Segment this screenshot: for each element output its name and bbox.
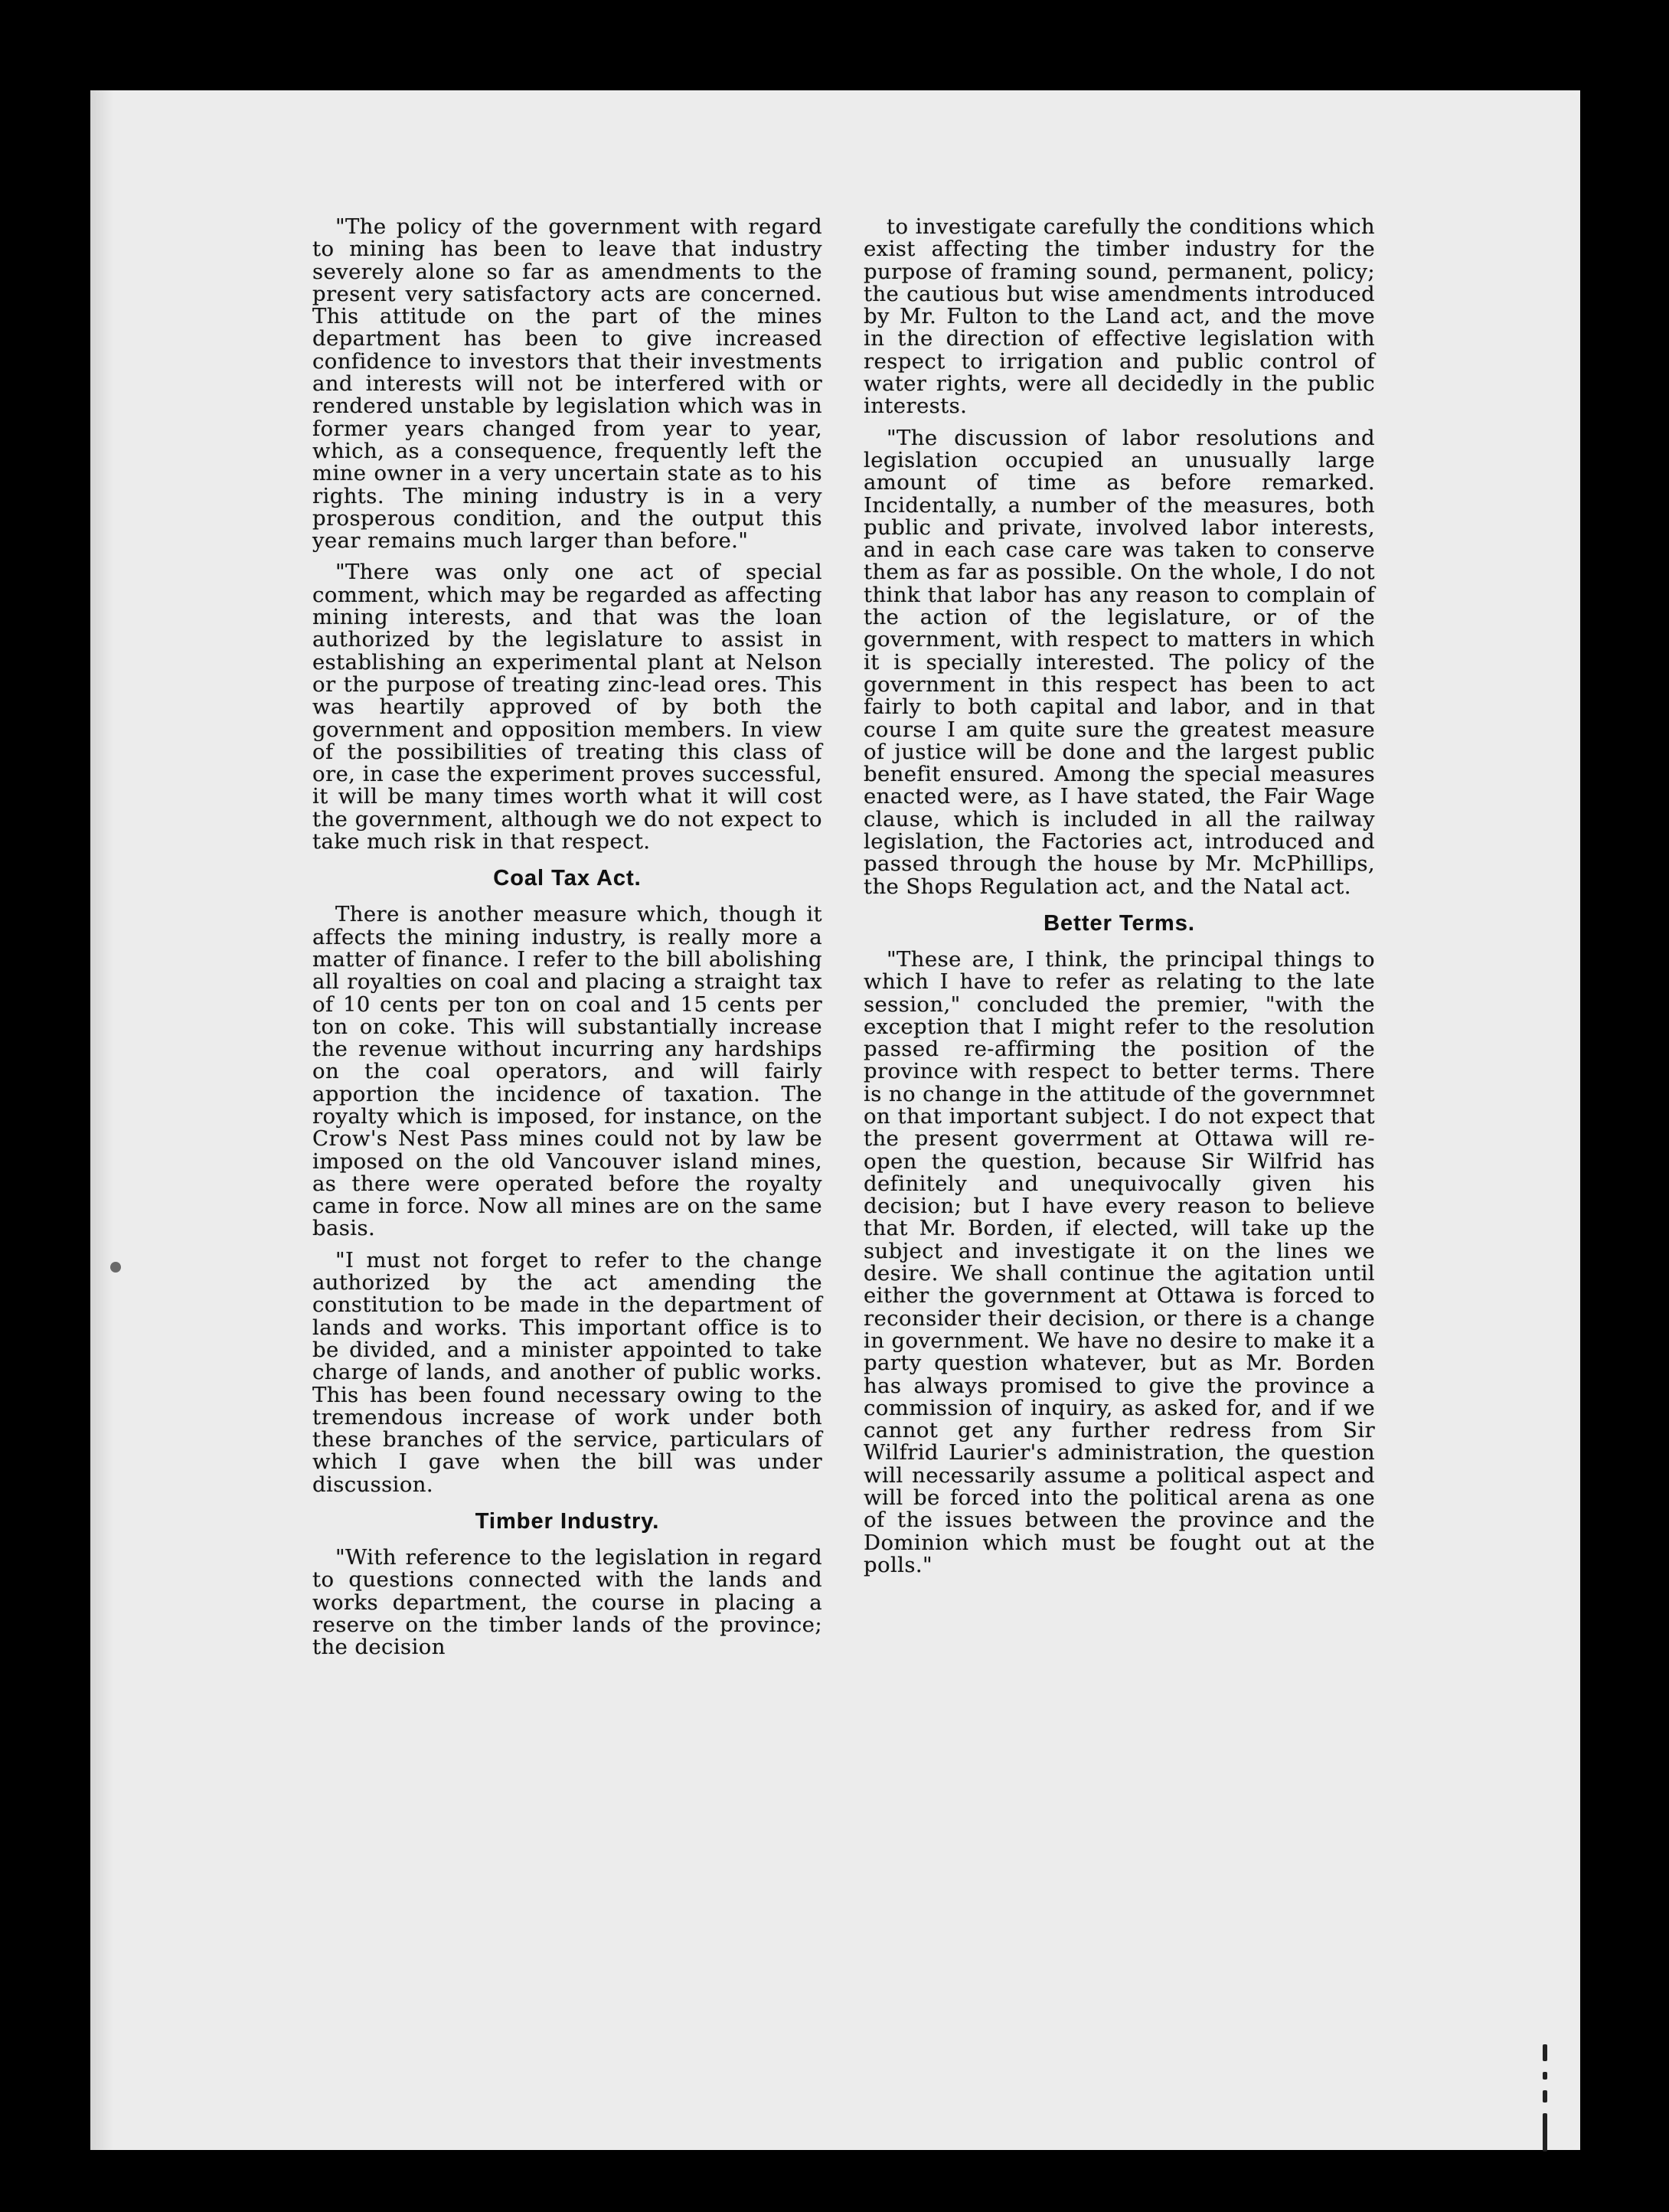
scan-smudge bbox=[110, 1262, 121, 1273]
scan-edge-marks bbox=[1539, 2044, 1551, 2152]
edge-mark bbox=[1543, 2072, 1547, 2080]
paragraph-timber: "With reference to the legislation in regard to questions connected with the lands and works department, the course in placing a reserve on the timber lands of the province; the decision bbox=[312, 1545, 822, 1660]
edge-mark bbox=[1543, 2090, 1547, 2103]
heading-coal-tax-act: Coal Tax Act. bbox=[493, 866, 642, 891]
paragraph-timber-continued: to investigate carefully the conditions which exist affecting the timber industry for the purpose of framing sound, permanent, policy; the cautious but wise amendments introduced by Mr. Fulton to the Land act, and the move in the direction of effective legislation with respect to irrigation and public control of water rights, were all decidedly in the public interests. bbox=[864, 214, 1375, 419]
paragraph-coal-tax: There is another measure which, though it affects the mining industry, is really more a matter of finance. I refer to the bill abolishing all royalties on coal and placing a straight tax of 10 cents per ton on coal and 15 cents per ton on coke. This will substantially increase the revenue without incurring any hardships on the coal operators, and will fairly apportion the incidence of taxation. The royalty which is imposed, for instance, on the Crow's Nest Pass mines could not by law be imposed on the old Vancouver island mines, as there were operated before the royalty came in force. Now all mines are on the same basis. bbox=[312, 902, 822, 1241]
paragraph-labor: "The discussion of labor resolutions and legislation occupied an unusually large amount of time as before remarked. Incidentally, a number of the measures, both public and private, involved labor interests, and in each case care was taken to conserve them as far as possible. On the whole, I do not think that labor has any reason to complain of the action of the legislature, or of the government, with respect to matters in which it is specially interested. The policy of the government in this respect has been to act fairly to both capital and labor, and in that course I am quite sure the greatest measure of justice will be done and the largest public benefit ensured. Among the special measures enacted were, as I have stated, the Fair Wage clause, which is included in all the railway legislation, the Factories act, introduced and passed through the house by Mr. McPhillips, the Shops Regulation act, and the Natal act. bbox=[864, 425, 1375, 899]
edge-mark bbox=[1543, 2044, 1547, 2061]
paragraph-lands-works: "I must not forget to refer to the change authorized by the act amending the constitution to be made in the department of lands and works. This important office is to be divided, and a minister appointed to take charge of lands, and another of public works. This has been found necessary owing to the tremendous increase of work under both these branches of the service, particulars of which I gave when the bill was under discussion. bbox=[312, 1247, 822, 1497]
scan-shadow bbox=[90, 90, 113, 2150]
paragraph-mining-policy: "The policy of the government with regard to mining has been to leave that industry severely alone so far as amendments to the present very satisfactory acts are concerned. This attitude on the part of the mines department has been to give increased confidence to investors that their investments and interests will not be interfered with or rendered unstable by legislation which was in former years changed from year to year, which, as a consequence, frequently left the mine owner in a very uncertain state as to his rights. The mining industry is in a very prosperous condition, and the output this year remains much larger than before." bbox=[312, 214, 822, 554]
paragraph-special-act: "There was only one act of special comment, which may be regarded as affecting mining interests, and that was the loan authorized by the legislature to assist in establishing an experimental plant at Nelson or the purpose of treating zinc-lead ores. This was heartily approved of by both the government and opposition members. In view of the possibilities of treating this class of ore, in case the experiment proves successful, it will be many times worth what it will cost the government, although we do not expect to take much risk in that respect. bbox=[312, 560, 822, 854]
edge-mark bbox=[1543, 2113, 1547, 2152]
paragraph-better-terms: "These are, I think, the principal things to which I have to refer as relating to the late session," concluded the premier, "with the exception that I might refer to the resolution passed re-affirming the position of the province with respect to better terms. There is no change in the attitude of the governmnet on that important subject. I do not expect that the present goverrment at Ottawa will re-open the question, because Sir Wilfrid has definitely and unequivocally given his decision; but I have every reason to believe that Mr. Borden, if elected, will take up the subject and investigate it on the lines we desire. We shall continue the agitation until either the government at Ottawa is forced to reconsider their decision, or there is a change in government. We have no desire to make it a party question whatever, but as Mr. Borden has always promised to give the province a commission of inquiry, as asked for, and if we cannot get any further redress from Sir Wilfrid Laurier's administration, the question will necessarily assume a political aspect and will be forced into the political arena as one of the issues between the province and the Dominion which must be fought out at the polls." bbox=[864, 946, 1375, 1577]
heading-timber-industry: Timber Industry. bbox=[475, 1509, 660, 1534]
heading-better-terms: Better Terms. bbox=[1044, 910, 1195, 936]
right-column bbox=[864, 216, 1375, 1586]
left-column bbox=[312, 216, 822, 1668]
